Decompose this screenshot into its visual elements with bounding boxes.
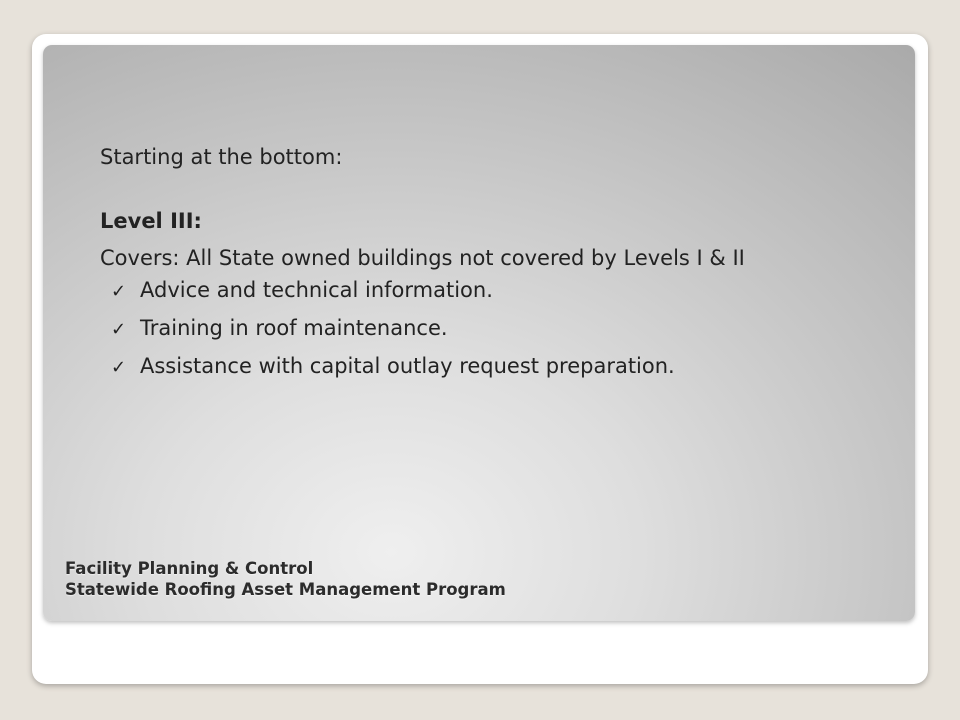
slide-content [100,143,900,390]
slide-footer [65,558,506,600]
checkmark-icon: ✓ [111,281,127,302]
checklist-item [111,276,900,306]
checkmark-icon: ✓ [111,319,127,340]
checklist-item-text: Training in roof maintenance. [140,316,448,340]
slide-panel [43,45,915,621]
checklist-item-text: Assistance with capital outlay request preparation. [140,354,675,378]
intro-text: Starting at the bottom: [100,145,343,169]
covers-text: Covers: All State owned buildings not covered by Levels I & II [100,246,745,270]
checklist-item [111,352,900,382]
checklist-item [111,314,900,344]
checklist [100,276,900,382]
footer-line-organization: Facility Planning & Control [65,559,314,578]
level-heading: Level III: [100,209,202,233]
slide-card [32,34,928,684]
footer-line-program: Statewide Roofing Asset Management Program [65,580,506,599]
checkmark-icon: ✓ [111,357,127,378]
checklist-item-text: Advice and technical information. [140,278,493,302]
